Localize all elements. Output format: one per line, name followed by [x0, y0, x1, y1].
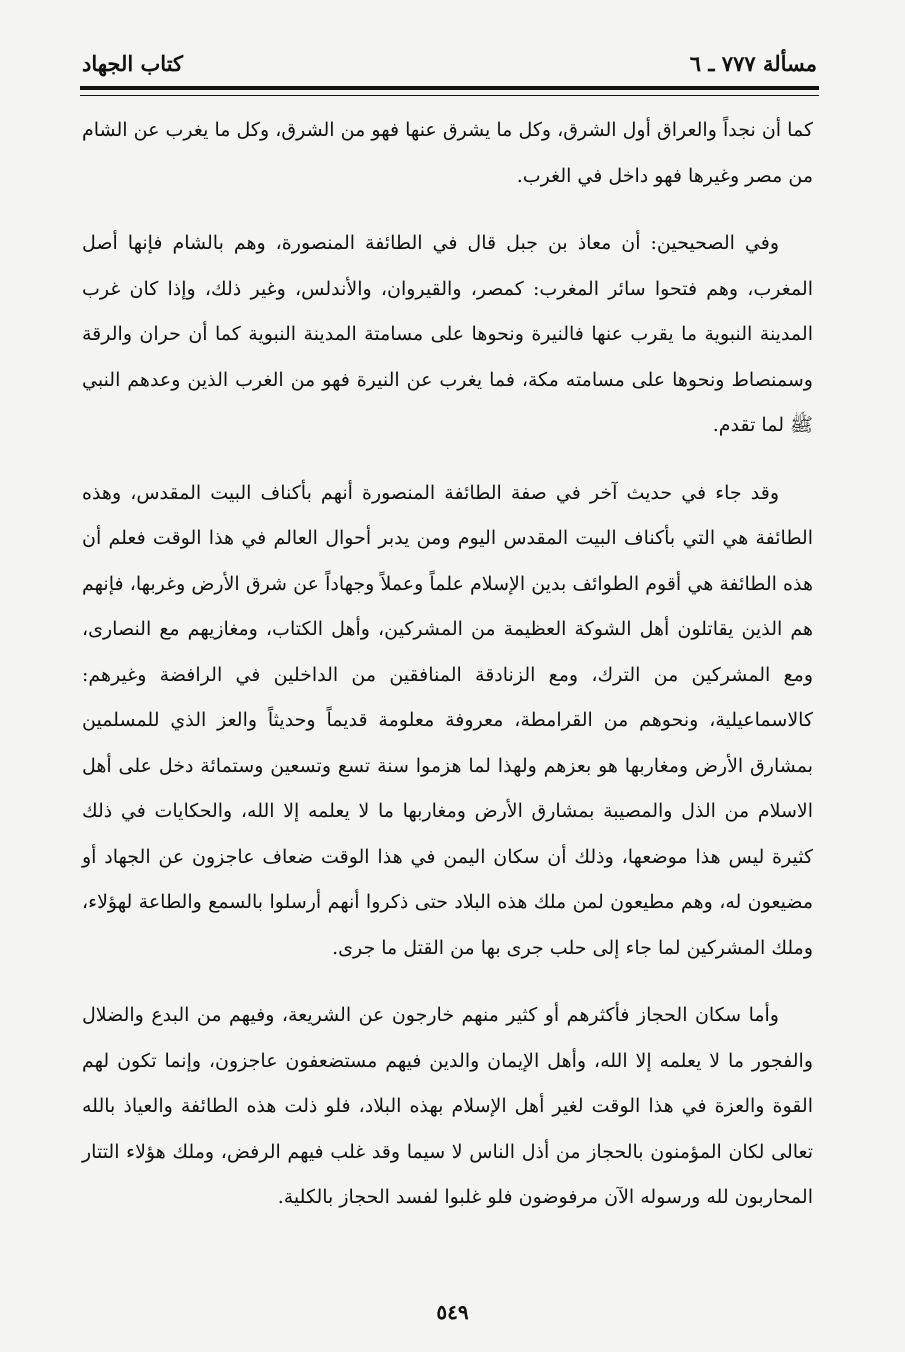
issue-number-label: مسألة ٧٧٧ ـ ٦: [689, 50, 817, 76]
running-header: [82, 40, 817, 86]
page-body: [82, 108, 813, 1221]
paragraph-3: وقد جاء في حديث آخر في صفة الطائفة المنصورة أنهم بأكناف البيت المقدس، وهذه الطائفة هي التي بأكناف البيت المقدس اليوم ومن يدبر أحوال العالم في هذا الوقت فعلم أن هذه الطائفة هي أقوم الطوائف بدين الإسلام علماً وعملاً وجهاداً عن شرق الأرض وغربها، فإنهم هم الذين يقاتلون أهل الشوكة العظيمة من المشركين، وأهل الكتاب، ومغازيهم مع النصارى، ومع المشركين من الترك، ومع الزنادقة المنافقين من الداخلين في الرافضة وغيرهم: كالاسماعيلية، ونحوهم من القرامطة، معروفة معلومة قديماً وحديثاً والعز الذي للمسلمين بمشارق الأرض ومغاربها هو بعزهم ولهذا لما هزموا سنة تسع وتسعين وستمائة دخل على أهل الاسلام من الذل والمصيبة بمشارق الأرض ومغاربها ما لا يعلمه إلا الله، والحكايات في ذلك كثيرة ليس هذا موضعها، وذلك أن سكان اليمن في هذا الوقت ضعاف عاجزون عن الجهاد أو مضيعون له، وهم مطيعون لمن ملك هذه البلاد حتى ذكروا أنهم أرسلوا بالسمع والطاعة لهؤلاء، وملك المشركين لما جاء إلى حلب جرى بها من القتل ما جرى.: [82, 481, 813, 959]
paragraph-4: وأما سكان الحجاز فأكثرهم أو كثير منهم خارجون عن الشريعة، وفيهم من البدع والضلال والفجور ما لا يعلمه إلا الله، وأهل الإيمان والدين فيهم مستضعفون عاجزون، وإنما تكون لهم القوة والعزة في هذا الوقت لغير أهل الإسلام بهذه البلاد، فلو ذلت هذه الطائفة والعياذ بالله تعالى لكان المؤمنون بالحجاز من أذل الناس لا سيما وقد غلب فيهم الرفض، وملك هؤلاء التتار المحاربون لله ورسوله الآن مرفوضون فلو غلبوا لفسد الحجاز بالكلية.: [82, 1004, 813, 1208]
header-rule-thick: [80, 86, 819, 90]
book-title-label: كتاب الجهاد: [82, 50, 184, 76]
paragraph-1: كما أن نجداً والعراق أول الشرق، وكل ما يشرق عنها فهو من الشرق، وكل ما يغرب عن الشام من مصر وغيرها فهو داخل في الغرب.: [82, 119, 813, 187]
paragraph-2: وفي الصحيحين: أن معاذ بن جبل قال في الطائفة المنصورة، وهم بالشام فإنها أصل المغرب، وهم فتحوا سائر المغرب: كمصر، والقيروان، والأندلس، وغير ذلك، وإذا كان غرب المدينة النبوية ما يقرب عنها فالنيرة ونحوها على مسامتة المدينة النبوية كما أن حران والرقة وسمنصاط ونحوها على مسامته مكة، فما يغرب عن النيرة فهو من الغرب الذين وعدهم النبي ﷺ لما تقدم.: [82, 232, 813, 436]
page-number: ٥٤٩: [436, 1300, 469, 1324]
header-rule-thin: [80, 95, 819, 96]
